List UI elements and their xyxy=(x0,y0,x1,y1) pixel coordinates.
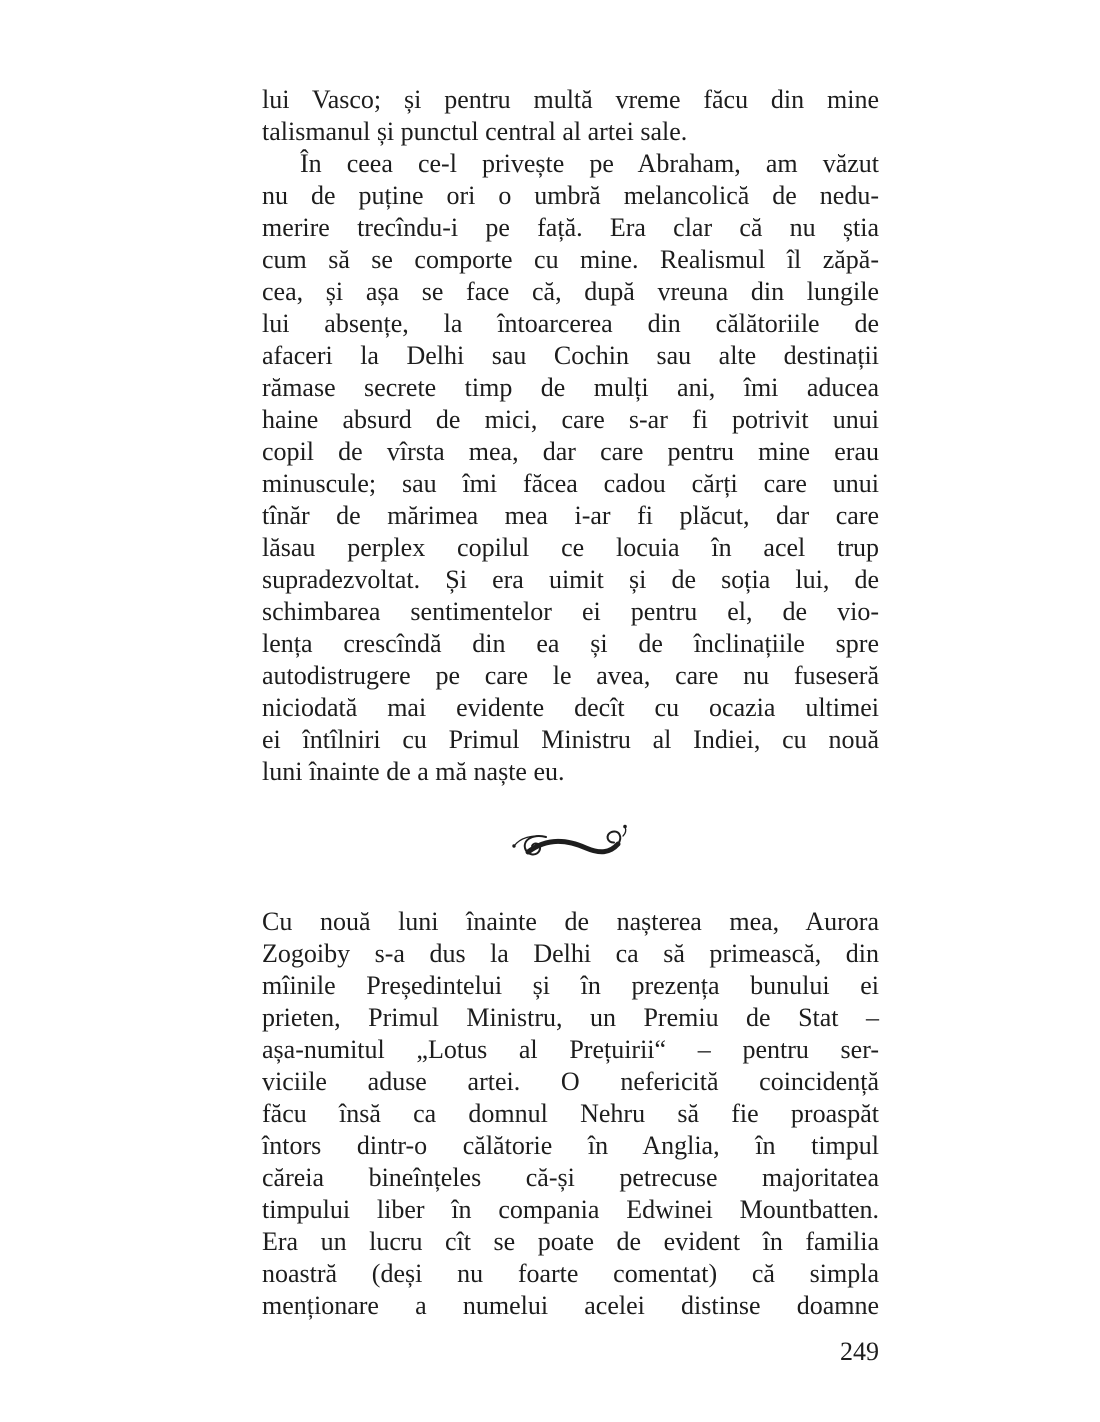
text-line: afaceri la Delhi sau Cochin sau alte destinații xyxy=(262,341,879,370)
text-line: noastră (deși nu foarte comentat) că simpla xyxy=(262,1259,879,1288)
text-line: lența crescîndă din ea și de înclinațiile spre xyxy=(262,629,879,658)
section-divider xyxy=(262,820,879,875)
text-line: Era un lucru cît se poate de evident în familia xyxy=(262,1227,879,1256)
text-line: cea, și așa se face că, după vreuna din lungile xyxy=(262,277,879,306)
text-block-bottom xyxy=(262,906,879,1322)
text-line: Zogoiby s-a dus la Delhi ca să primească, din xyxy=(262,939,879,968)
page-number: 249 xyxy=(840,1337,879,1366)
text-line: autodistrugere pe care le avea, care nu fuseseră xyxy=(262,661,879,690)
paragraph-continuation xyxy=(262,84,879,148)
text-line: supradezvoltat. Și era uimit și de soția lui, de xyxy=(262,565,879,594)
text-line: schimbarea sentimentelor ei pentru el, de vio- xyxy=(262,597,879,626)
text-line: lăsau perplex copilul ce locuia în acel trup xyxy=(262,533,879,562)
text-line: întors dintr-o călătorie în Anglia, în timpul xyxy=(262,1131,879,1160)
text-line: nu de puține ori o umbră melancolică de nedu- xyxy=(262,181,879,210)
text-line: menționare a numelui acelei distinse doamne xyxy=(262,1291,879,1320)
text-line: cum să se comporte cu mine. Realismul îl zăpă- xyxy=(262,245,879,274)
text-line: prieten, Primul Ministru, un Premiu de Stat – xyxy=(262,1003,879,1032)
text-line: așa-numitul „Lotus al Prețuirii“ – pentru ser- xyxy=(262,1035,879,1064)
text-line: În ceea ce-l privește pe Abraham, am văzut xyxy=(300,149,879,178)
text-line: lui absențe, la întoarcerea din călătoriile de xyxy=(262,309,879,338)
paragraph-aurora-delhi xyxy=(262,906,879,1322)
text-line: minuscule; sau îmi făcea cadou cărți care unui xyxy=(262,469,879,498)
text-line: lui Vasco; și pentru multă vreme făcu din mine xyxy=(262,85,879,114)
text-line: mîinile Președintelui și în prezența bunului ei xyxy=(262,971,879,1000)
text-line: Cu nouă luni înainte de nașterea mea, Aurora xyxy=(262,907,879,936)
text-line: timpului liber în compania Edwinei Mountbatten. xyxy=(262,1195,879,1224)
text-line: tînăr de mărimea mea i-ar fi plăcut, dar care xyxy=(262,501,879,530)
text-block-top xyxy=(262,84,879,788)
text-line: niciodată mai evidente decît cu ocazia ultimei xyxy=(262,693,879,722)
text-line: luni înainte de a mă naște eu. xyxy=(262,757,565,786)
text-line: talismanul și punctul central al artei sale. xyxy=(262,117,688,146)
text-line: copil de vîrsta mea, dar care pentru mine erau xyxy=(262,437,879,466)
paragraph-abraham xyxy=(262,148,879,788)
text-line: făcu însă ca domnul Nehru să fie proaspăt xyxy=(262,1099,879,1128)
flourish-ornament-icon xyxy=(508,820,634,875)
text-line: rămase secrete timp de mulți ani, îmi aducea xyxy=(262,373,879,402)
text-line: merire trecîndu-i pe față. Era clar că nu știa xyxy=(262,213,879,242)
text-line: ei întîlniri cu Primul Ministru al Indiei, cu nouă xyxy=(262,725,879,754)
text-line: căreia bineînțeles că-și petrecuse majoritatea xyxy=(262,1163,879,1192)
text-line: haine absurd de mici, care s-ar fi potrivit unui xyxy=(262,405,879,434)
text-line: viciile aduse artei. O nefericită coincidență xyxy=(262,1067,879,1096)
